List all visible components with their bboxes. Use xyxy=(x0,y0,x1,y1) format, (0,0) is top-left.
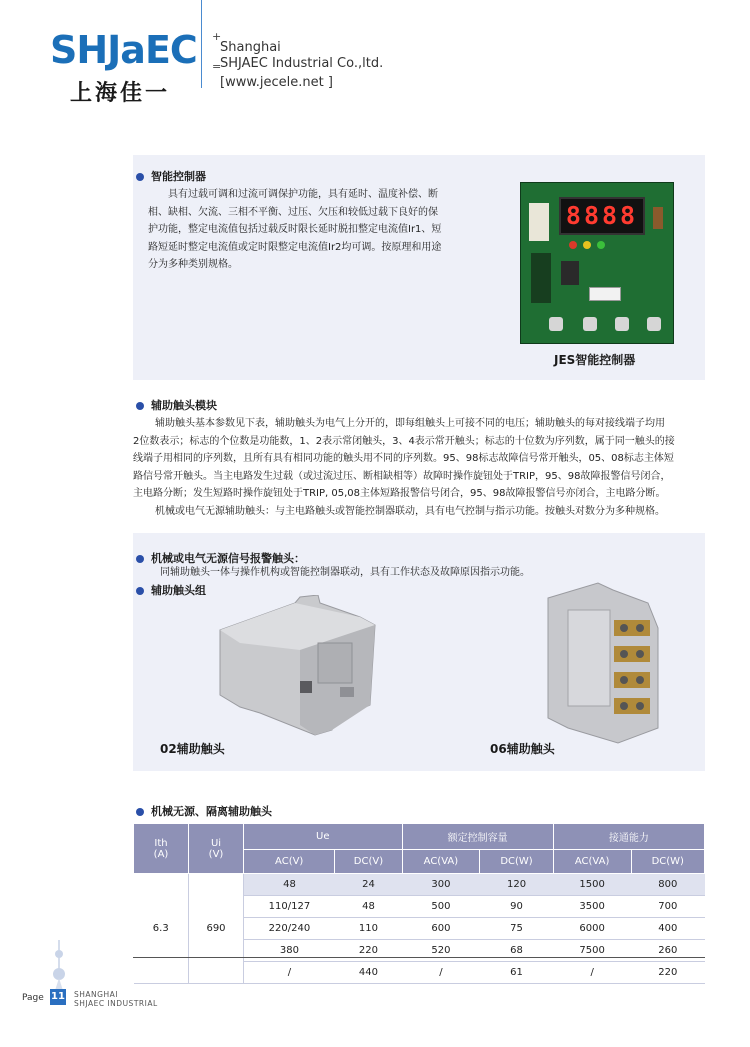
controller-description xyxy=(148,186,508,274)
table-cell: 520 xyxy=(402,940,480,962)
table-cell: 400 xyxy=(631,918,704,940)
table-cell: 24 xyxy=(335,874,402,896)
signal-heading-text: 机械或电气无源信号报警触头： xyxy=(151,552,305,565)
controller-line: 护功能，整定电流值包括过载反时限长延时脱扣整定电流值Ir1、短 xyxy=(148,224,442,235)
table-cell: 61 xyxy=(480,962,553,984)
page-number: 11 xyxy=(50,989,66,1005)
sub-header: DC(W) xyxy=(631,850,704,874)
ith-value: 6.3 xyxy=(134,874,189,984)
col-making-capacity: 接通能力 xyxy=(553,824,704,850)
green-led-icon xyxy=(597,241,605,249)
table-cell: 380 xyxy=(244,940,335,962)
table-cell: 220 xyxy=(631,962,704,984)
aux-contact-02-image xyxy=(200,595,380,745)
ui-value: 690 xyxy=(189,874,244,984)
controller-line: 分为多种类别规格。 xyxy=(148,259,238,270)
button-icon xyxy=(583,317,597,331)
table-bottom-rule xyxy=(133,957,705,958)
controller-caption: JES智能控制器 xyxy=(554,353,636,367)
table-cell: / xyxy=(244,962,335,984)
page-label: Page xyxy=(22,993,44,1003)
table-cell: 220/240 xyxy=(244,918,335,940)
aux-06-caption: 06辅助触头 xyxy=(490,742,555,756)
controller-heading-text: 智能控制器 xyxy=(151,170,206,183)
led-digits: 8888 xyxy=(565,201,639,230)
footer-company: SHJAEC INDUSTRIAL xyxy=(74,999,158,1008)
table-cell: 500 xyxy=(402,896,480,918)
plus-mark-icon: + xyxy=(212,30,222,43)
aux-group-heading xyxy=(136,582,206,598)
footer-city: SHANGHAI xyxy=(74,990,118,999)
table-cell: 260 xyxy=(631,940,704,962)
connector-icon xyxy=(589,287,621,301)
aux-line: 路信号常开触头。当主电路发生过载（或过流过压、断相缺相等）故障时操作旋钮处于TRIP，95、98故障报警信号闭合， xyxy=(133,470,671,482)
red-led-icon xyxy=(569,241,577,249)
col-rated-capacity: 额定控制容量 xyxy=(402,824,553,850)
bullet-icon xyxy=(136,173,144,181)
table-cell: 800 xyxy=(631,874,704,896)
sub-header: AC(VA) xyxy=(402,850,480,874)
button-icon xyxy=(615,317,629,331)
aux-line: 辅助触头基本参数见下表，辅助触头为电气上分开的，即每组触头上可接不同的电压；辅助触头的每对接线端子均用 xyxy=(155,418,665,429)
aux-02-caption: 02辅助触头 xyxy=(160,742,225,756)
aux-contact-06-image xyxy=(528,578,678,748)
button-icon xyxy=(647,317,661,331)
bullet-icon xyxy=(136,402,144,410)
button-icon xyxy=(549,317,563,331)
controller-line: 相、缺相、欠流、三相不平衡、过压、欠压和较低过载下良好的保 xyxy=(148,206,438,218)
col-ith-label: Ith xyxy=(154,837,168,849)
sub-header: AC(VA) xyxy=(553,850,631,874)
header-company: SHJAEC Industrial Co.,ltd. xyxy=(220,56,384,71)
table-cell: 440 xyxy=(335,962,402,984)
col-ui xyxy=(189,824,244,874)
aux-module-heading xyxy=(136,397,217,413)
sub-header: DC(W) xyxy=(480,850,553,874)
table-cell: 110/127 xyxy=(244,896,335,918)
table-cell: 7500 xyxy=(553,940,631,962)
col-ith-unit: (A) xyxy=(153,848,169,860)
controller-line: 具有过载可调和过流可调保护功能，具有延时、温度补偿、断 xyxy=(168,189,438,200)
label-sticker xyxy=(529,203,549,241)
bullet-icon xyxy=(136,555,144,563)
spec-table xyxy=(133,823,705,984)
col-ui-unit: (V) xyxy=(208,848,224,860)
aux-line: 机械或电气无源辅助触头：与主电路触头或智能控制器联动，具有电气控制与指示功能。按触头对数分为多种规格。 xyxy=(155,505,665,517)
table-cell: 220 xyxy=(335,940,402,962)
aux-group-heading-text: 辅助触头组 xyxy=(151,584,206,597)
header-website: [www.jecele.net ] xyxy=(220,75,333,90)
chip-icon xyxy=(561,261,579,285)
header-city: Shanghai xyxy=(220,40,281,55)
table-cell: 120 xyxy=(480,874,553,896)
yellow-led-icon xyxy=(583,241,591,249)
table-cell: 300 xyxy=(402,874,480,896)
table-row xyxy=(134,874,705,896)
controller-line: 路短延时整定电流值或定时限整定电流值Ir2均可调。按原理和用途 xyxy=(148,241,442,253)
signal-description: 同辅助触头一体与操作机构或智能控制器联动，具有工作状态及故障原因指示功能。 xyxy=(160,567,530,578)
aux-line: 线端子用相同的序列数，且所有具有相同功能的触头用不同的序列数。95、98标志故障信号常开触头，05、08标志主体短 xyxy=(133,453,674,464)
table-cell: 6000 xyxy=(553,918,631,940)
controller-heading xyxy=(136,168,206,184)
table-cell: 1500 xyxy=(553,874,631,896)
led-display xyxy=(559,197,645,235)
bullet-icon xyxy=(136,808,144,816)
aux-module-heading-text: 辅助触头模块 xyxy=(151,399,217,412)
table-heading xyxy=(136,803,272,819)
table-cell: 48 xyxy=(244,874,335,896)
table-cell: 75 xyxy=(480,918,553,940)
sub-header: AC(V) xyxy=(244,850,335,874)
aux-line: 主电路分断；发生短路时操作旋钮处于TRIP, 05,08主体短路报警信号闭合，95、98故障报警信号亦闭合，主电路分断。 xyxy=(133,488,666,499)
company-logo: SHJaEC xyxy=(50,28,197,72)
sub-header: DC(V) xyxy=(335,850,402,874)
bullet-icon xyxy=(136,587,144,595)
aux-line: 2位数表示；标志的个位数是功能数，1、2表示常闭触头，3、4表示常开触头；标志的十位数为序列数，属于同一触头的接 xyxy=(133,435,675,447)
aux-module-description xyxy=(133,415,723,520)
equals-mark-icon: = xyxy=(212,60,222,73)
table-cell: 3500 xyxy=(553,896,631,918)
table-cell: 600 xyxy=(402,918,480,940)
company-logo-cn: 上海佳一 xyxy=(70,81,171,106)
chip-icon xyxy=(531,253,551,303)
table-cell: 700 xyxy=(631,896,704,918)
col-ith xyxy=(134,824,189,874)
col-ue: Ue xyxy=(244,824,403,850)
table-cell: / xyxy=(553,962,631,984)
table-cell: 90 xyxy=(480,896,553,918)
table-cell: 110 xyxy=(335,918,402,940)
header-divider xyxy=(201,0,202,88)
col-ui-label: Ui xyxy=(210,837,222,849)
table-cell: 48 xyxy=(335,896,402,918)
table-cell: / xyxy=(402,962,480,984)
table-heading-text: 机械无源、隔离辅助触头 xyxy=(151,805,272,818)
table-cell: 68 xyxy=(480,940,553,962)
component-icon xyxy=(653,207,663,229)
controller-pcb-image xyxy=(520,182,674,344)
